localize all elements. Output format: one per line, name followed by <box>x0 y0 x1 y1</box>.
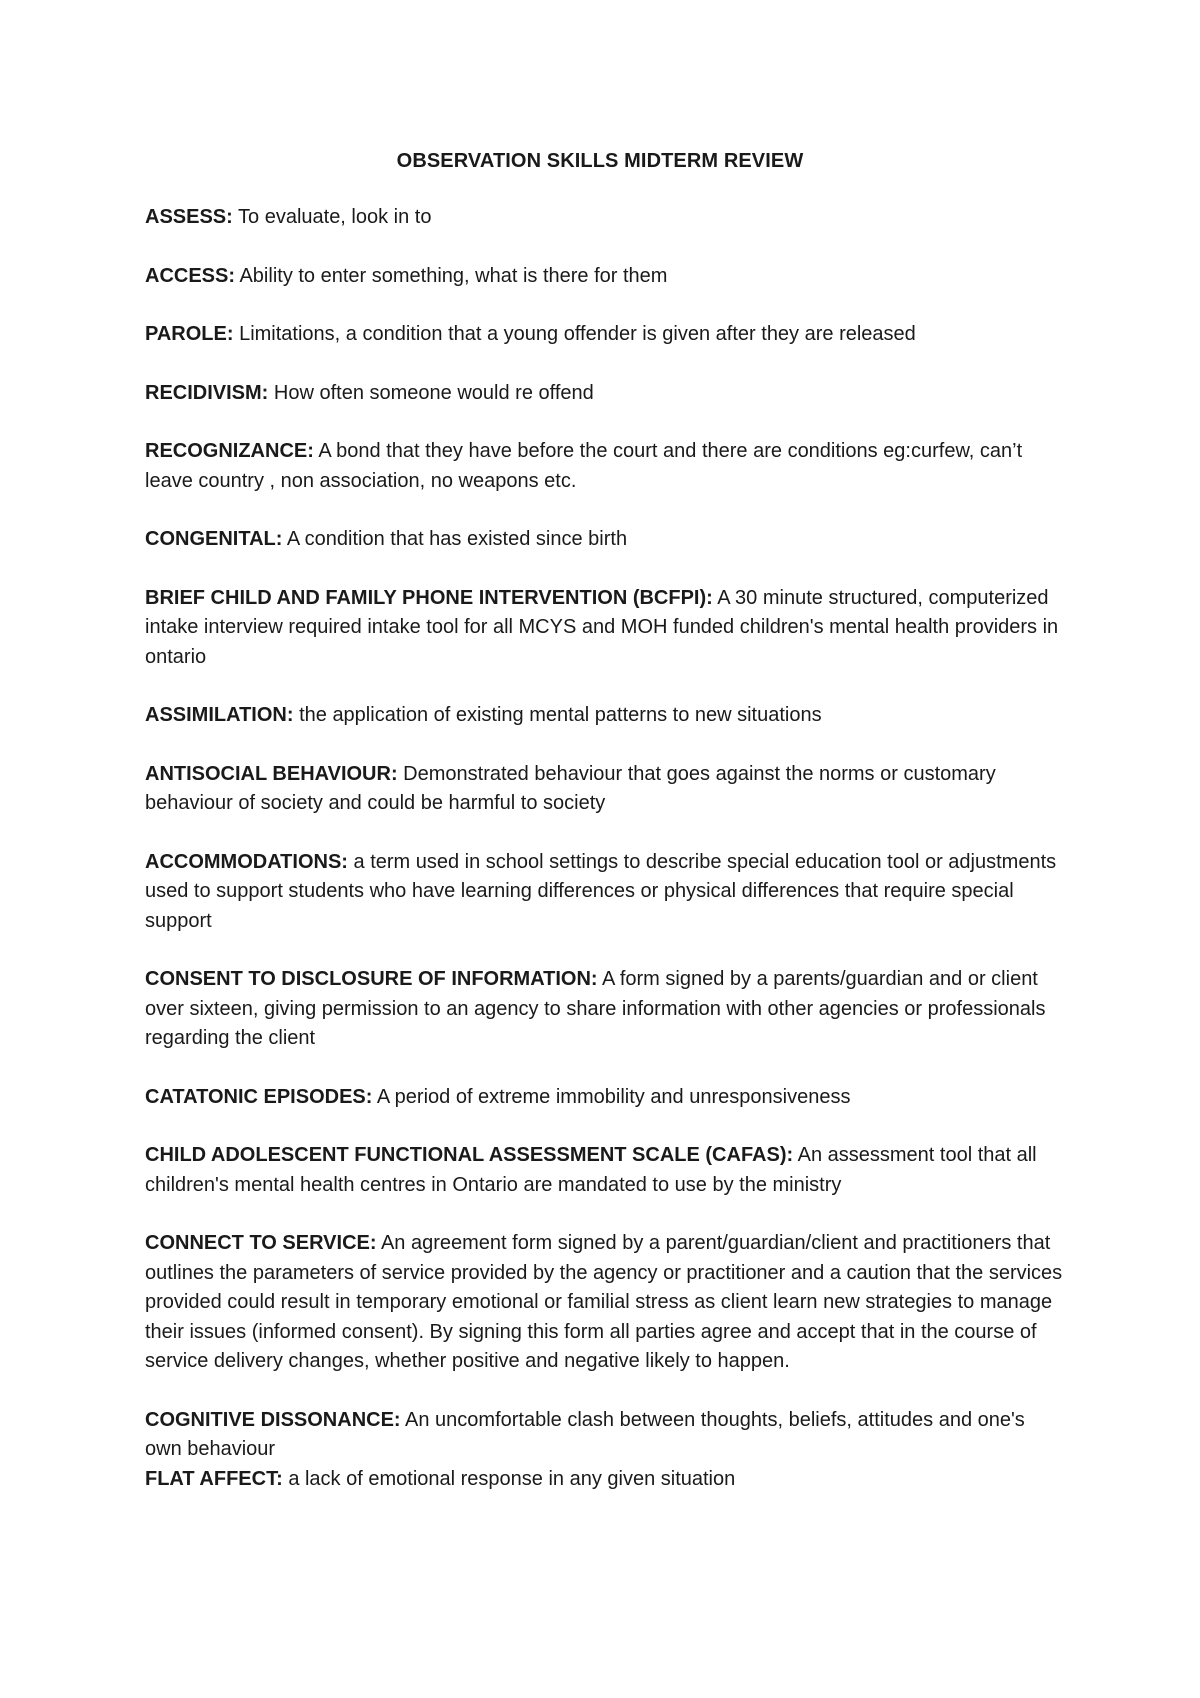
glossary-entry-connect-to-service <box>145 1229 1065 1377</box>
term-label: CONGENITAL: <box>145 528 283 550</box>
glossary-entry-antisocial-behaviour <box>145 760 1065 819</box>
term-definition: Ability to enter something, what is there for them <box>239 264 668 287</box>
term-definition: a term used in school settings to describe special education tool or adjustments used to support students who have learning differences or physical differences that require special support <box>145 850 1057 932</box>
term-label: ANTISOCIAL BEHAVIOUR: <box>145 762 398 785</box>
term-definition: A condition that has existed since birth <box>286 528 628 550</box>
term-definition: Limitations, a condition that a young offender is given after they are released <box>239 323 916 345</box>
term-label: FLAT AFFECT: <box>145 1467 283 1490</box>
term-definition: A form signed by a parents/guardian and or client over sixteen, giving permission to an agency to share information with other agencies or professionals regarding the client <box>145 968 1046 1049</box>
glossary-list <box>145 203 1065 1523</box>
glossary-entry-recognizance <box>145 437 1065 496</box>
term-definition: An agreement form signed by a parent/guardian/client and practitioners that outlines the parameters of service provided by the agency or practitioner and a caution that the services provided could result in temporary emotional or familial stress as client learn new strategies to manage their issues (informed consent). By signing this form all parties agree and accept that in the course of service delivery changes, whether positive and negative likely to happen. <box>145 1232 1063 1372</box>
term-definition: A period of extreme immobility and unresponsiveness <box>376 1085 851 1108</box>
term-label: CONNECT TO SERVICE: <box>145 1232 377 1254</box>
term-definition: a lack of emotional response in any given situation <box>288 1467 736 1490</box>
glossary-entry-consent-to-disclosure <box>145 965 1065 1054</box>
term-definition: Demonstrated behaviour that goes against the norms or customary behaviour of society and could be harmful to society <box>145 762 996 814</box>
term-label: ASSIMILATION: <box>145 704 294 726</box>
term-label: COGNITIVE DISSONANCE: <box>145 1408 401 1431</box>
glossary-entry-flat-affect <box>145 1465 1065 1495</box>
term-definition: How often someone would re offend <box>273 381 594 404</box>
glossary-entry-recidivism <box>145 379 1065 409</box>
glossary-entry-accommodations <box>145 848 1065 937</box>
term-label: RECOGNIZANCE: <box>145 440 314 462</box>
glossary-entry-assess <box>145 203 1065 233</box>
term-label: CONSENT TO DISCLOSURE OF INFORMATION: <box>145 968 598 990</box>
glossary-entry-catatonic-episodes <box>145 1083 1065 1113</box>
glossary-entry-cognitive-dissonance <box>145 1406 1065 1465</box>
term-definition: the application of existing mental patterns to new situations <box>299 704 822 726</box>
term-label: CATATONIC EPISODES: <box>145 1085 373 1108</box>
document-title: OBSERVATION SKILLS MIDTERM REVIEW <box>396 150 804 172</box>
glossary-entry-cafas <box>145 1141 1065 1200</box>
term-label: ACCOMMODATIONS: <box>145 850 348 873</box>
term-label: CHILD ADOLESCENT FUNCTIONAL ASSESSMENT SCALE (CAFAS): <box>145 1144 794 1166</box>
term-label: ACCESS: <box>145 264 236 287</box>
glossary-entry-assimilation <box>145 701 1065 731</box>
term-definition: A 30 minute structured, computerized intake interview required intake tool for all MCYS and MOH funded children's mental health providers in ontario <box>145 586 1059 668</box>
term-definition: An uncomfortable clash between thoughts, beliefs, attitudes and one's own behaviour <box>145 1408 1025 1460</box>
term-label: RECIDIVISM: <box>145 381 269 404</box>
glossary-entry-congenital <box>145 525 1065 555</box>
term-label: ASSESS: <box>145 206 233 228</box>
term-definition: An assessment tool that all children's mental health centres in Ontario are mandated to use by the ministry <box>145 1144 1037 1196</box>
glossary-entry-bcfpi <box>145 584 1065 673</box>
term-label: BRIEF CHILD AND FAMILY PHONE INTERVENTION (BCFPI): <box>145 586 713 609</box>
glossary-entry-access <box>145 262 1065 292</box>
term-definition: To evaluate, look in to <box>238 206 432 228</box>
term-label: PAROLE: <box>145 323 234 345</box>
glossary-entry-parole <box>145 320 1065 350</box>
term-definition: A bond that they have before the court and there are conditions eg:curfew, can’t leave country , non association, no weapons etc. <box>145 440 1023 492</box>
